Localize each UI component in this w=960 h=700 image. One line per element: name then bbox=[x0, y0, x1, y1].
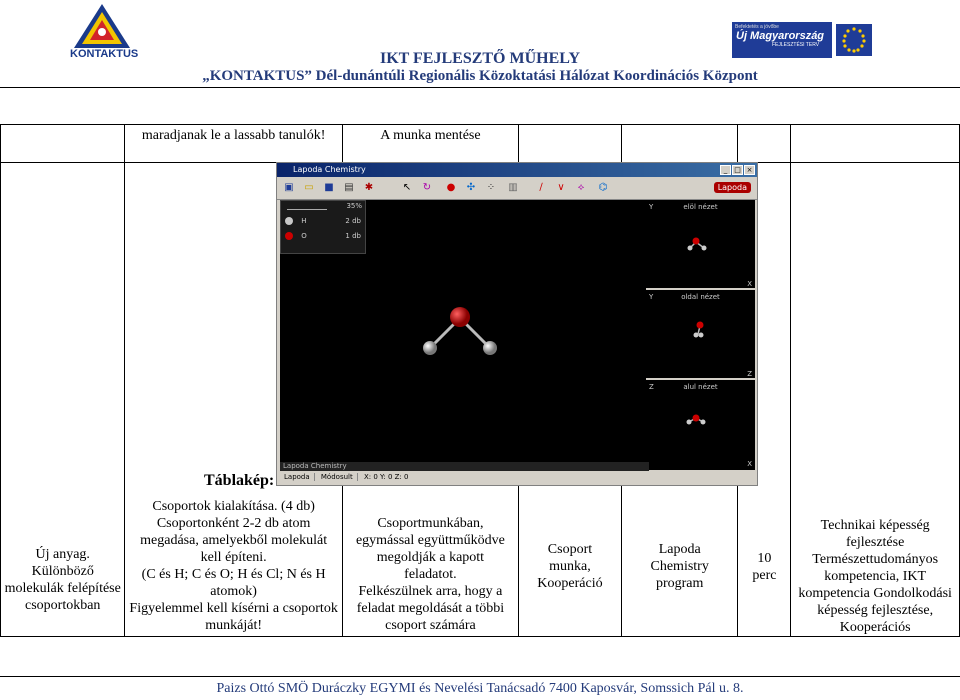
front-view bbox=[646, 200, 755, 290]
kontaktus-logo-text: KONTAKTUS bbox=[70, 48, 139, 60]
minimize-button[interactable]: _ bbox=[720, 165, 731, 175]
save-icon[interactable]: ■ bbox=[324, 182, 334, 193]
legend-count: 2 db bbox=[345, 217, 361, 225]
legend-symbol: O bbox=[301, 232, 307, 240]
axis-label: X bbox=[747, 280, 752, 288]
rotate-icon[interactable]: ↻ bbox=[422, 182, 432, 193]
view-title: elöl nézet bbox=[683, 203, 718, 211]
legend-symbol: H bbox=[301, 217, 307, 225]
table-image-caption: Táblakép: bbox=[204, 472, 275, 489]
header-subtitle: „KONTAKTUS” Dél-dunántúli Regionális Közoktatási Hálózat Koordinációs Központ bbox=[202, 68, 758, 84]
side-views-panel bbox=[646, 200, 755, 470]
atom-icon[interactable]: ● bbox=[446, 182, 456, 193]
footer-text: Paizs Ottó SMÖ Duráczky EGYMI és Nevelési Tanácsadó 7400 Kaposvár, Somssich Pál u. 8. bbox=[216, 681, 744, 696]
maximize-button[interactable]: □ bbox=[732, 165, 743, 175]
header-title: IKT FEJLESZTŐ MŰHELY bbox=[379, 50, 581, 67]
axis-label: Z bbox=[747, 370, 752, 378]
header-divider bbox=[0, 87, 960, 88]
view-title: alul nézet bbox=[683, 383, 718, 391]
side-view bbox=[646, 290, 755, 380]
axis-label: Y bbox=[649, 293, 654, 301]
logo-sub-text: FEJLESZTÉSI TERV bbox=[772, 42, 820, 48]
cell-student-work bbox=[343, 515, 518, 636]
status-bar bbox=[280, 471, 646, 483]
structure-icon[interactable]: ⌬ bbox=[598, 182, 608, 193]
student-line: Csoportmunkában, egymással együttműködve megoldják a kapott feladatot. bbox=[355, 516, 505, 582]
axis-label: X bbox=[747, 460, 752, 468]
status-tab[interactable]: Lapoda bbox=[280, 473, 315, 481]
molecule-icon[interactable]: ✣ bbox=[466, 182, 476, 193]
logo-small-text: Befektetés a jövőbe bbox=[735, 24, 779, 30]
eu-flag bbox=[836, 24, 872, 56]
axis-label: Y bbox=[649, 203, 654, 211]
new-icon[interactable]: ▣ bbox=[284, 182, 294, 193]
zoom-level: 35% bbox=[346, 202, 362, 210]
view-title: oldal nézet bbox=[681, 293, 720, 301]
lapoda-brand: Lapoda bbox=[714, 182, 751, 193]
status-tab[interactable]: Módosult bbox=[317, 473, 358, 481]
hydrogen-atom[interactable] bbox=[423, 341, 437, 355]
table-row bbox=[1, 125, 960, 163]
settings-icon[interactable]: ✱ bbox=[364, 182, 374, 193]
cell-activity: maradjanak le a lassabb tanulók! bbox=[141, 128, 326, 143]
uj-magyarorszag-logo bbox=[732, 22, 872, 62]
coordinates-readout: X: 0 Y: 0 Z: 0 bbox=[363, 473, 409, 481]
viewport-caption: Lapoda Chemistry bbox=[280, 462, 649, 471]
teacher-line: Figyelemmel kell kísérni a csoportok munkáját! bbox=[129, 601, 338, 633]
open-icon[interactable]: ▭ bbox=[304, 182, 314, 193]
teacher-line: Csoportok kialakítása. (4 db) bbox=[152, 499, 315, 514]
cell-tools: Lapoda Chemistry program bbox=[650, 542, 709, 591]
cell-competencies: Technikai képesség fejlesztése Természettudományos kompetencia, IKT kompetencia Gondolkodási képesség fejlesztése, Kooperációs bbox=[798, 518, 952, 635]
select-icon[interactable]: ↖ bbox=[402, 182, 412, 193]
lapoda-chemistry-window bbox=[276, 162, 758, 486]
oxygen-atom[interactable] bbox=[450, 307, 470, 327]
cell-topic: Új anyag. Különböző molekulák felépítése csoportokban bbox=[4, 547, 121, 613]
chain-icon[interactable]: ⟡ bbox=[577, 182, 585, 193]
logo-main-text: Új Magyarország bbox=[736, 30, 825, 42]
cell-student-activity: A munka mentése bbox=[380, 128, 481, 143]
close-button[interactable]: × bbox=[744, 165, 755, 175]
cell-teacher-activity bbox=[125, 498, 341, 636]
3d-viewport[interactable] bbox=[280, 200, 646, 462]
axis-label: Z bbox=[649, 383, 654, 391]
hydrogen-atom[interactable] bbox=[483, 341, 497, 355]
window-title: Lapoda Chemistry bbox=[293, 165, 366, 174]
teacher-line: (C és H; C és O; H és Cl; N és H atomok) bbox=[141, 567, 326, 599]
water-molecule bbox=[280, 200, 646, 462]
footer-divider bbox=[0, 676, 960, 677]
student-line: Felkészülnek arra, hogy a feladat megoldását a többi csoport számára bbox=[356, 584, 505, 633]
teacher-line: Csoportonként 2-2 db atom megadása, amelyekből molekulát kell építeni. bbox=[140, 516, 328, 565]
cell-time: 10 perc bbox=[752, 551, 777, 583]
cell-work-form: Csoport munka, Kooperáció bbox=[537, 542, 603, 591]
legend-count: 1 db bbox=[345, 232, 361, 240]
toolbar bbox=[277, 177, 757, 200]
bottom-view bbox=[646, 380, 755, 470]
delete-icon[interactable]: ▥ bbox=[508, 182, 518, 193]
window-titlebar bbox=[277, 163, 757, 177]
double-bond-icon[interactable]: ∨ bbox=[557, 182, 565, 193]
group-icon[interactable]: ⁘ bbox=[486, 182, 496, 193]
bond-icon[interactable]: ∕ bbox=[539, 182, 543, 193]
print-icon[interactable]: ▤ bbox=[344, 182, 354, 193]
